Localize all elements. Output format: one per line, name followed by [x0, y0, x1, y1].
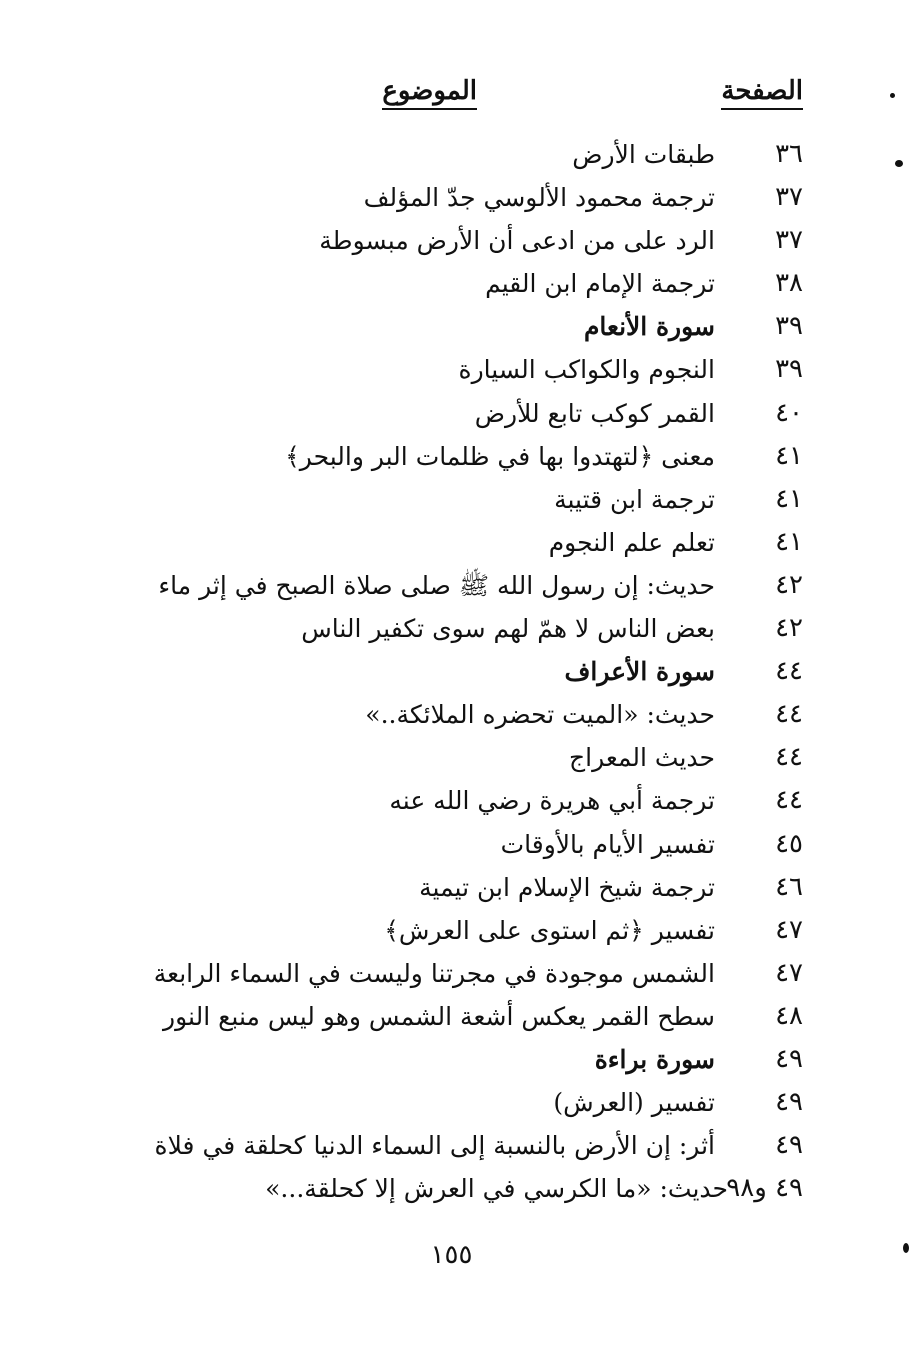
toc-topic: حديث: إن رسول الله ﷺ صلى صلاة الصبح في إثر ماء — [158, 570, 715, 600]
toc-page-number: ٤٩ — [775, 1087, 803, 1118]
toc-row — [0, 392, 913, 435]
toc-topic: سورة الأعراف — [564, 657, 715, 687]
toc-topic: تفسير الأيام بالأوقات — [500, 829, 715, 859]
toc-row — [0, 995, 913, 1038]
toc-page-number: ٤٦ — [775, 871, 803, 902]
toc-row — [0, 650, 913, 693]
toc-row — [0, 693, 913, 736]
toc-page-number: ٤٠ — [775, 397, 803, 428]
toc-topic: ترجمة ابن قتيبة — [554, 484, 715, 514]
toc-topic: ترجمة محمود الألوسي جدّ المؤلف — [363, 183, 715, 213]
toc-topic: معنى ﴿لتهتدوا بها في ظلمات البر والبحر﴾ — [285, 441, 715, 471]
toc-page-number: ٣٨ — [775, 268, 803, 299]
toc-topic: حديث: «الميت تحضره الملائكة..» — [365, 700, 715, 730]
toc-topic: أثر: إن الأرض بالنسبة إلى السماء الدنيا كحلقة في فلاة — [154, 1131, 715, 1161]
toc-row — [0, 176, 913, 219]
header-page-label: الصفحة — [721, 76, 803, 110]
toc-row — [0, 736, 913, 779]
toc-row — [0, 219, 913, 262]
toc-page-number: ٤١ — [775, 440, 803, 471]
toc-topic: حديث المعراج — [569, 743, 715, 773]
toc-topic: الشمس موجودة في مجرتنا وليست في السماء الرابعة — [153, 958, 715, 988]
toc-topic: ترجمة شيخ الإسلام ابن تيمية — [419, 872, 715, 902]
toc-page-number: ٤٢ — [775, 613, 803, 644]
toc-page-number: ٤١ — [775, 526, 803, 557]
toc-page-number: ٤٤ — [775, 699, 803, 730]
toc-topic: سطح القمر يعكس أشعة الشمس وهو ليس منبع النور — [163, 1001, 715, 1031]
toc-row — [0, 1124, 913, 1167]
toc-page-number: ٤٤ — [775, 785, 803, 816]
toc-page-number: ٣٧ — [775, 225, 803, 256]
toc-topic: سورة براءة — [594, 1044, 715, 1074]
toc-row — [0, 478, 913, 521]
toc-row — [0, 435, 913, 478]
toc-row — [0, 866, 913, 909]
toc-topic: ترجمة أبي هريرة رضي الله عنه — [389, 786, 715, 816]
toc-page-number: ٤٢ — [775, 569, 803, 600]
toc-row — [0, 521, 913, 564]
toc-row — [0, 564, 913, 607]
toc-page-number: ٤٨ — [775, 1000, 803, 1031]
toc-page-number: ٤٩ — [775, 1043, 803, 1074]
toc-page-number: ٤٤ — [775, 656, 803, 687]
toc-page-number: ٤٧ — [775, 957, 803, 988]
toc-row — [0, 1038, 913, 1081]
toc-page-number: ٤٩ و٩٨ — [726, 1173, 803, 1204]
toc-page-number: ٣٧ — [775, 182, 803, 213]
toc-page-number: ٤٩ — [775, 1130, 803, 1161]
scan-mark — [903, 1243, 909, 1253]
toc-page-number: ٤٤ — [775, 742, 803, 773]
toc-topic: القمر كوكب تابع للأرض — [474, 398, 715, 428]
toc-page-number: ٤١ — [775, 483, 803, 514]
toc-page-number: ٣٩ — [775, 311, 803, 342]
toc-page-number: ٣٩ — [775, 354, 803, 385]
toc-topic: تعلم علم النجوم — [548, 527, 715, 557]
toc-topic: سورة الأنعام — [583, 312, 715, 342]
toc-list — [0, 133, 913, 1210]
toc-row — [0, 1167, 913, 1210]
toc-topic: تفسير (العرش) — [553, 1088, 715, 1118]
toc-row — [0, 779, 913, 822]
toc-row — [0, 133, 913, 176]
toc-page-number: ٤٥ — [775, 828, 803, 859]
toc-row — [0, 909, 913, 952]
scan-mark — [895, 160, 903, 167]
page-number: ١٥٥ — [430, 1240, 473, 1270]
toc-row — [0, 607, 913, 650]
toc-topic: طبقات الأرض — [572, 140, 715, 169]
toc-topic: ترجمة الإمام ابن القيم — [485, 269, 715, 299]
toc-row — [0, 952, 913, 995]
toc-topic: الرد على من ادعى أن الأرض مبسوطة — [319, 226, 715, 256]
scan-mark — [890, 93, 895, 98]
toc-row — [0, 1081, 913, 1124]
toc-page-number: ٣٦ — [775, 139, 803, 169]
toc-row — [0, 823, 913, 866]
toc-row — [0, 348, 913, 391]
toc-topic: تفسير ﴿ثم استوى على العرش﴾ — [384, 915, 715, 945]
toc-topic: النجوم والكواكب السيارة — [458, 355, 715, 385]
toc-topic: حديث: «ما الكرسي في العرش إلا كحلقة...» — [265, 1174, 728, 1204]
toc-page-number: ٤٧ — [775, 914, 803, 945]
toc-topic: بعض الناس لا همّ لهم سوى تكفير الناس — [301, 614, 715, 644]
toc-row — [0, 305, 913, 348]
header-topic-label: الموضوع — [382, 76, 477, 110]
toc-row — [0, 262, 913, 305]
